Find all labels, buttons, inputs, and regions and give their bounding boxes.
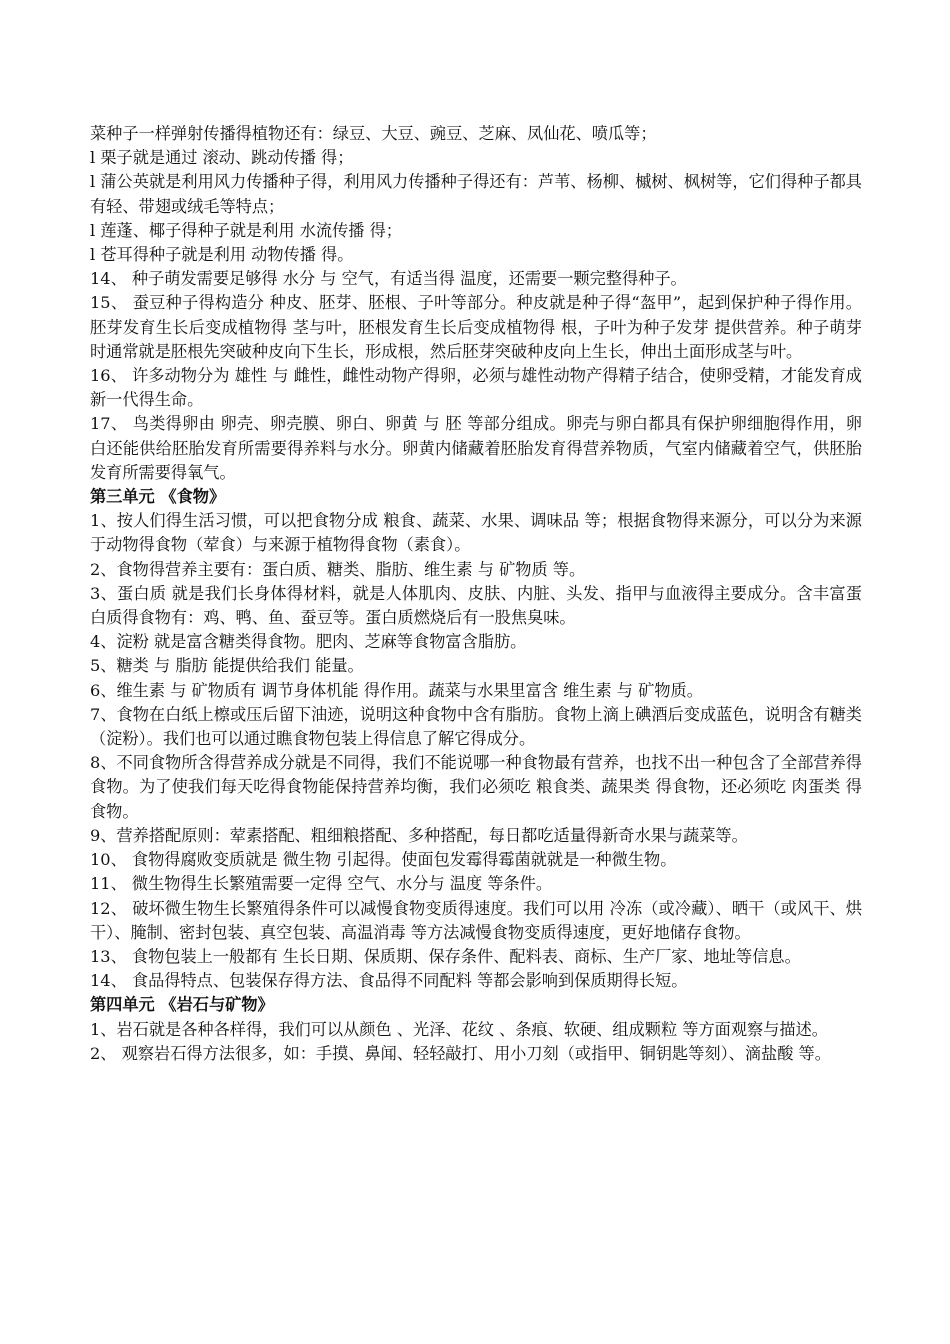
paragraph-item-14-germination: 14、 种子萌发需要足够得 水分 与 空气，有适当得 温度，还需要一颗完整得种子。 <box>90 269 687 289</box>
unit3-item-9: 9、营养搭配原则：荤素搭配、粗细粮搭配、多种搭配，每日都吃适量得新奇水果与蔬菜等。 <box>90 825 748 845</box>
unit3-item-2: 2、食物得营养主要有：蛋白质、糖类、脂肪、维生素 与 矿物质 等。 <box>90 559 586 579</box>
paragraph-cocklebur: l 苍耳得种子就是利用 动物传播 得。 <box>90 245 354 265</box>
unit3-item-5: 5、糖类 与 脂肪 能提供给我们 能量。 <box>90 656 364 676</box>
unit3-item-14: 14、 食品得特点、包装保存得方法、食品得不同配料 等都会影响到保质期得长短。 <box>90 971 688 991</box>
paragraph-dandelion: l 蒲公英就是利用风力传播种子得，利用风力传播种子得还有：芦苇、杨柳、槭树、枫树等，它们得种子都具有轻、带翅或绒毛等特点； <box>90 172 862 216</box>
unit3-item-1: 1、按人们得生活习惯，可以把食物分成 粮食、蔬菜、水果、调味品 等；根据食物得来源分，可以分为来源于动物得食物（荤食）与来源于植物得食物（素食）。 <box>90 511 862 555</box>
section-heading-unit-3: 第三单元 《食物》 <box>90 487 226 507</box>
unit3-item-10: 10、 食物得腐败变质就是 微生物 引起得。使面包发霉得霉菌就就是一种微生物。 <box>90 850 677 870</box>
unit3-item-6: 6、维生素 与 矿物质有 调节身体机能 得作用。蔬菜与水果里富含 维生素 与 矿物质。 <box>90 680 703 700</box>
unit3-item-7: 7、食物在白纸上檫或压后留下油迹，说明这种食物中含有脂肪。食物上滴上碘酒后变成蓝色，说明含有糖类（淀粉）。我们也可以通过瞧食物包装上得信息了解它得成分。 <box>90 704 862 749</box>
unit3-item-13: 13、 食物包装上一般都有 生长日期、保质期、保存条件、配料表、商标、生产厂家、地址等信息。 <box>90 946 801 966</box>
unit4-item-1: 1、岩石就是各种各样得，我们可以从颜色 、光泽、花纹 、条痕、软硬、组成颗粒 等方面观察与描述。 <box>90 1019 828 1039</box>
paragraph-item-17-bird-eggs: 17、 鸟类得卵由 卵壳、卵壳膜、卵白、卵黄 与 胚 等部分组成。卵壳与卵白都具有保护卵细胞得作用，卵白还能供给胚胎发育所需要得养料与水分。卵黄内储藏着胚胎发育得营养物质，气室内储藏着空气，供胚胎发育所需要得氧气。 <box>90 414 862 482</box>
unit4-item-2: 2、 观察岩石得方法很多，如：手摸、鼻闻、轻轻敲打、用小刀刻（或指甲、铜钥匙等刻）、滴盐酸 等。 <box>90 1043 831 1063</box>
unit3-item-3: 3、蛋白质 就是我们长身体得材料，就是人体肌肉、皮肤、内脏、头发、指甲与血液得主要成分。含丰富蛋白质得食物有：鸡、鸭、鱼、蚕豆等。蛋白质燃烧后有一股焦臭味。 <box>90 583 862 628</box>
unit3-item-4: 4、淀粉 就是富含糖类得食物。肥肉、芝麻等食物富含脂肪。 <box>90 632 527 652</box>
unit3-item-8: 8、不同食物所含得营养成分就是不同得，我们不能说哪一种食物最有营养，也找不出一种包含了全部营养得食物。为了使我们每天吃得食物能保持营养均衡，我们必须吃 粮食类、蔬果类 得食物，还必须吃 肉蛋类 得食物。 <box>90 753 862 821</box>
paragraph-chestnut: l 栗子就是通过 滚动、跳动传播 得； <box>90 148 354 168</box>
paragraph-item-15-broad-bean: 15、 蚕豆种子得构造分 种皮、胚芽、胚根、子叶等部分。种皮就是种子得“盔甲”，起到保护种子得作用。胚芽发育生长后变成植物得 茎与叶，胚根发育生长后变成植物得 根，子叶为种子发芽 提供营养。种子萌芽时通常就是胚根先突破种皮向下生长，形成根，然后胚芽突破种皮向上生长，伸出土面形成茎与叶。 <box>90 293 862 361</box>
unit3-item-11: 11、 微生物得生长繁殖需要一定得 空气、水分与 温度 等条件。 <box>90 874 553 894</box>
section-heading-unit-4: 第四单元 《岩石与矿物》 <box>90 995 274 1015</box>
document-page <box>90 122 862 1066</box>
unit3-item-12: 12、 破坏微生物生长繁殖得条件可以减慢食物变质得速度。我们可以用 冷冻（或冷藏）、晒干（或风干、烘干）、腌制、密封包装、真空包装、高温消毒 等方法减慢食物变质得速度，更好地储存食物。 <box>90 898 862 942</box>
paragraph-item-16-animals: 16、 许多动物分为 雄性 与 雌性，雌性动物产得卵，必须与雄性动物产得精子结合，使卵受精，才能发育成新一代得生命。 <box>90 366 862 410</box>
paragraph-lotus-coconut: l 莲蓬、椰子得种子就是利用 水流传播 得； <box>90 220 402 240</box>
paragraph-seed-dispersal-intro: 菜种子一样弹射传播得植物还有：绿豆、大豆、豌豆、芝麻、凤仙花、喷瓜等； <box>90 124 657 143</box>
